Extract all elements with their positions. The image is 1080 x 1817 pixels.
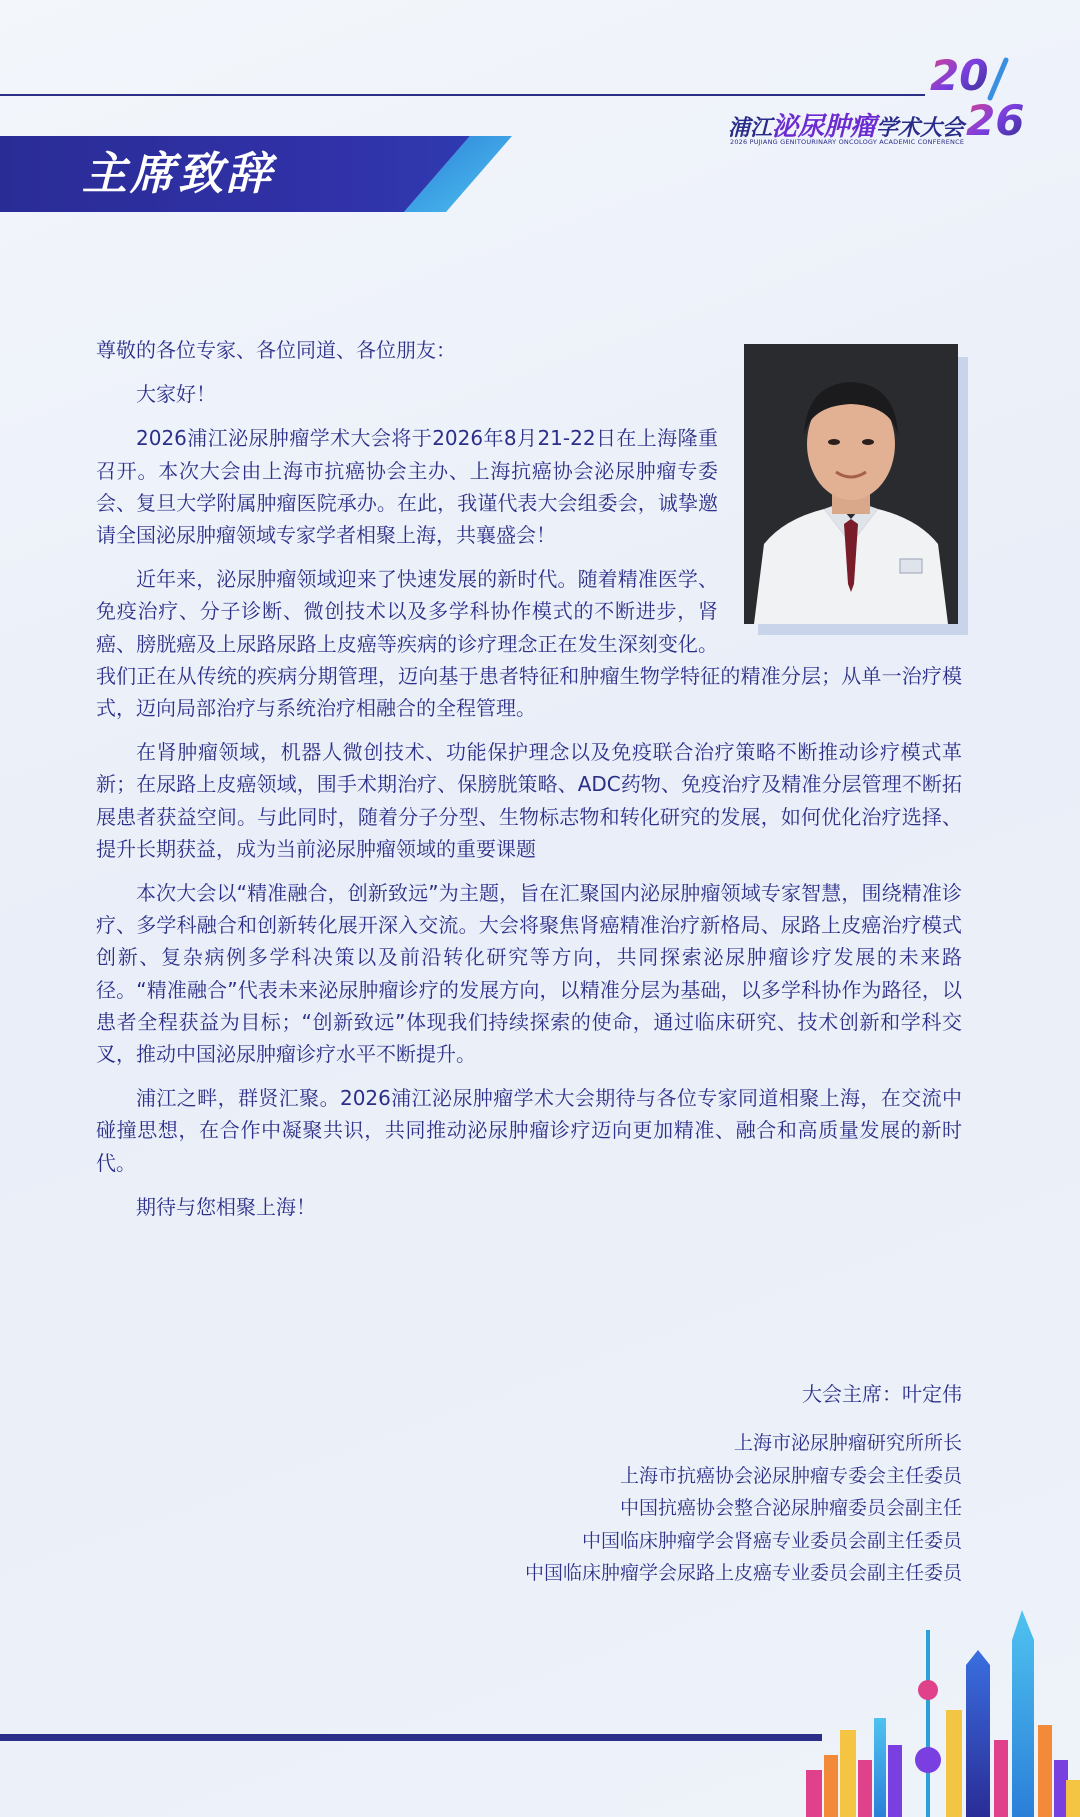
letter-paragraph: 2026浦江泌尿肿瘤学术大会将于2026年8月21-22日在上海隆重召开。本次大会由上海市抗癌协会主办、上海抗癌协会泌尿肿瘤专委会、复旦大学附属肿瘤医院承办。在此，我谨代表大会组委会，诚挚邀请全国泌尿肿瘤领域专家学者相聚上海，共襄盛会！ [96,426,718,548]
letter-paragraph: 期待与您相聚上海！ [136,1194,316,1219]
salutation: 尊敬的各位专家、各位同道、各位朋友： [96,338,456,362]
letter-paragraph: 在肾肿瘤领域，机器人微创技术、功能保护理念以及免疫联合治疗策略不断推动诊疗模式革新；在尿路上皮癌领域，围手术期治疗、保膀胱策略、ADC药物、免疫治疗及精准分层管理不断拓展患者获益空间。与此同时，随着分子分型、生物标志物和转化研究的发展，如何优化治疗选择、提升长期获益，成为当前泌尿肿瘤领域的重要课题 [96,740,962,861]
chair-role: 上海市泌尿肿瘤研究所所长 [733,1432,962,1454]
logo-title: 浦江泌尿肿瘤学术大会 [728,112,965,142]
letter-body [96,334,962,1235]
section-title: 主席致辞 [82,147,275,200]
chair-role: 上海市抗癌协会泌尿肿瘤专委会主任委员 [619,1464,962,1487]
chair-role: 中国临床肿瘤学会肾癌专业委员会副主任委员 [581,1529,962,1552]
signature-block [525,1378,962,1590]
chair-role: 中国临床肿瘤学会尿路上皮癌专业委员会副主任委员 [524,1562,962,1584]
chair-role: 中国抗癌协会整合泌尿肿瘤委员会副主任 [619,1497,962,1519]
logo-year-bottom: 26 [966,96,1025,140]
shanghai-skyline-illustration [800,1610,1080,1817]
letter-paragraph: 近年来，泌尿肿瘤领域迎来了快速发展的新时代。随着精准医学、免疫治疗、分子诊断、微创技术以及多学科协作模式的不断进步，肾癌、膀胱癌及上尿路尿路上皮癌等疾病的诊疗理念正在发生深刻变化。我们正在从传统的疾病分期管理，迈向基于患者特征和肿瘤生物学特征的精准分层；从单一治疗模式，迈向局部治疗与系统治疗相融合的全程管理。 [96,567,962,721]
logo-year-top: 20 [930,51,989,100]
logo-subtitle: 2026 PUJIANG GENITOURINARY ONCOLOGY ACADEMIC CONFERENCE [730,138,965,146]
letter-paragraph: 大家好！ [136,382,216,407]
photo-spacer [718,334,962,630]
footer-rule [0,1734,822,1741]
chair-name: 大会主席：叶定伟 [802,1382,962,1406]
letter-paragraph: 本次大会以“精准融合，创新致远”为主题，旨在汇聚国内泌尿肿瘤领域专家智慧，围绕精准诊疗、多学科融合和创新转化展开深入交流。大会将聚焦肾癌精准治疗新格局、尿路上皮癌治疗模式创新、复杂病例多学科决策以及前沿转化研究等方向，共同探索泌尿肿瘤诊疗发展的未来路径。“精准融合”代表未来泌尿肿瘤诊疗的发展方向，以精准分层为基础，以多学科协作为路径，以患者全程获益为目标；“创新致远”体现我们持续探索的使命，通过临床研究、技术创新和学科交叉，推动中国泌尿肿瘤诊疗水平不断提升。 [96,881,962,1067]
conference-logo [728,50,1028,160]
letter-paragraph: 浦江之畔，群贤汇聚。2026浦江泌尿肿瘤学术大会期待与各位专家同道相聚上海，在交流中碰撞思想，在合作中凝聚共识，共同推动泌尿肿瘤诊疗迈向更加精准、融合和高质量发展的新时代。 [96,1086,962,1175]
